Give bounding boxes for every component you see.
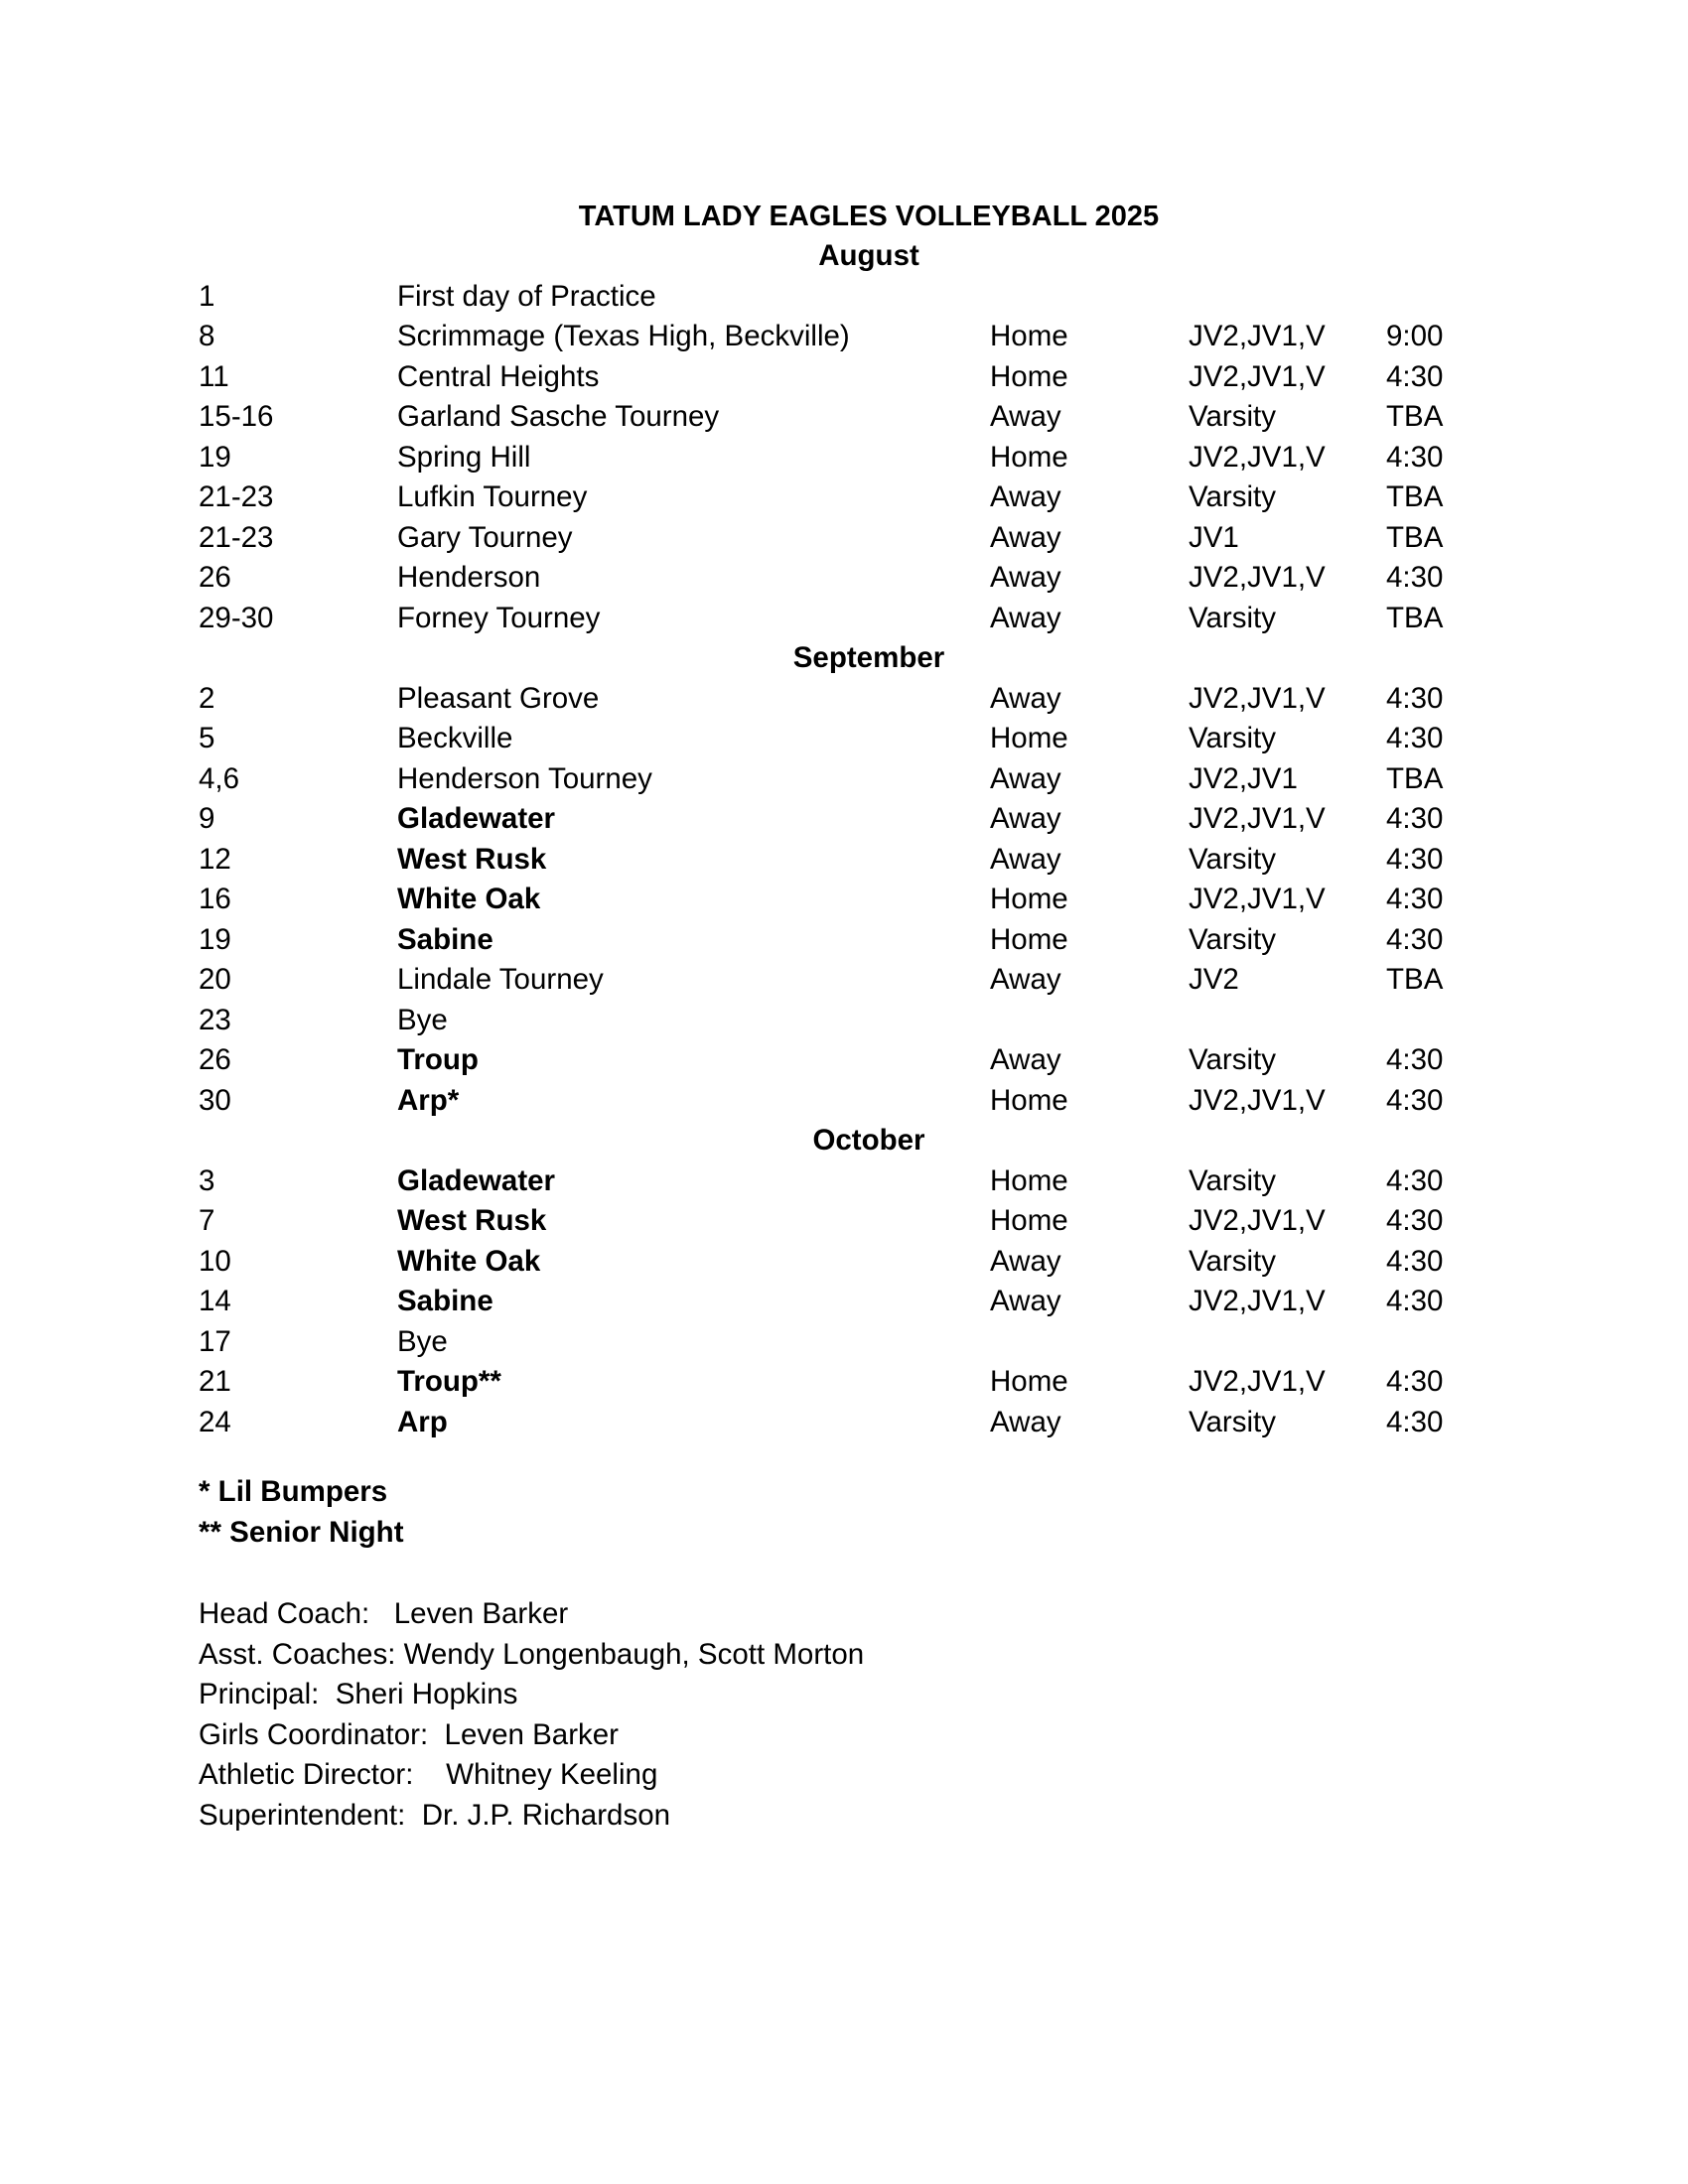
staff-list (199, 1594, 864, 1836)
game-opponent: Sabine (397, 922, 493, 956)
game-opponent: White Oak (397, 883, 541, 915)
game-date: 26 (199, 1043, 231, 1076)
game-opponent: White Oak (397, 1244, 541, 1278)
game-location: Home (990, 883, 1068, 915)
game-opponent: Gladewater (397, 1163, 556, 1197)
schedule-row (199, 397, 1489, 438)
game-level: Varsity (1189, 400, 1276, 433)
game-level: JV2,JV1,V (1189, 883, 1326, 915)
game-location: Away (990, 1244, 1061, 1278)
month-header: September (792, 641, 945, 674)
game-date: 19 (199, 922, 231, 956)
schedule-row (199, 1322, 1489, 1363)
game-level: Varsity (1189, 480, 1276, 513)
game-location: Away (990, 400, 1061, 433)
schedule-row (199, 1201, 1489, 1242)
game-time: 4:30 (1386, 883, 1444, 915)
game-time: TBA (1386, 601, 1444, 634)
game-opponent: Gladewater (397, 802, 556, 835)
game-location: Away (990, 802, 1061, 835)
game-opponent: Garland Sasche Tourney (397, 400, 720, 433)
schedule-row (199, 599, 1489, 639)
schedule-row (199, 759, 1489, 800)
game-level: Varsity (1189, 1043, 1276, 1076)
game-level: JV2,JV1 (1189, 761, 1298, 795)
game-location: Home (990, 922, 1068, 956)
schedule-row (199, 799, 1489, 840)
game-location: Home (990, 359, 1068, 393)
game-opponent: Bye (397, 1324, 448, 1358)
schedule-row (199, 1161, 1489, 1202)
game-level: Varsity (1189, 601, 1276, 634)
game-date: 30 (199, 1083, 231, 1117)
game-opponent: Troup** (397, 1365, 501, 1398)
schedule-row (199, 1242, 1489, 1283)
schedule-row (199, 277, 1489, 318)
game-time: 4:30 (1386, 1285, 1444, 1317)
game-time: TBA (1386, 520, 1444, 554)
game-date: 5 (199, 722, 215, 754)
staff-line: Athletic Director: Whitney Keeling (199, 1758, 658, 1791)
game-date: 29-30 (199, 601, 274, 634)
game-opponent: Lindale Tourney (397, 963, 604, 996)
game-level: Varsity (1189, 1244, 1276, 1278)
game-location: Home (990, 1083, 1068, 1117)
game-opponent: First day of Practice (397, 279, 656, 313)
schedule-row (199, 840, 1489, 881)
game-time: 4:30 (1386, 922, 1444, 956)
schedule-row (199, 478, 1489, 518)
game-time: 4:30 (1386, 1365, 1444, 1398)
game-date: 2 (199, 681, 215, 715)
game-location: Away (990, 1405, 1061, 1438)
game-opponent: Spring Hill (397, 440, 531, 474)
schedule-table (199, 236, 1489, 1442)
game-level: Varsity (1189, 842, 1276, 876)
game-date: 10 (199, 1244, 231, 1278)
game-time: 4:30 (1386, 842, 1444, 876)
footnote: ** Senior Night (199, 1515, 404, 1549)
schedule-row (199, 719, 1489, 759)
game-level: JV2 (1189, 963, 1239, 996)
game-location: Home (990, 440, 1068, 474)
game-opponent: West Rusk (397, 842, 547, 876)
schedule-row (199, 1282, 1489, 1322)
game-location: Away (990, 601, 1061, 634)
game-time: TBA (1386, 761, 1444, 795)
game-level: Varsity (1189, 1405, 1276, 1438)
schedule-row (199, 1040, 1489, 1081)
game-location: Away (990, 520, 1061, 554)
staff-line: Head Coach: Leven Barker (199, 1597, 569, 1630)
game-date: 19 (199, 440, 231, 474)
game-level: JV2,JV1,V (1189, 1083, 1326, 1117)
staff-line: Principal: Sheri Hopkins (199, 1678, 518, 1710)
game-opponent: Beckville (397, 722, 513, 754)
game-level: JV2,JV1,V (1189, 802, 1326, 835)
game-date: 20 (199, 963, 231, 996)
schedule-row (199, 920, 1489, 961)
game-location: Away (990, 1043, 1061, 1076)
game-level: Varsity (1189, 922, 1276, 956)
game-time: TBA (1386, 480, 1444, 513)
staff-line: Asst. Coaches: Wendy Longenbaugh, Scott Morton (199, 1637, 865, 1671)
staff-line: Girls Coordinator: Leven Barker (199, 1717, 620, 1751)
schedule-row (199, 558, 1489, 599)
game-date: 7 (199, 1204, 215, 1237)
game-level: JV2,JV1,V (1189, 1285, 1326, 1317)
game-location: Home (990, 1204, 1068, 1237)
game-date: 16 (199, 883, 231, 915)
game-opponent: Forney Tourney (397, 601, 601, 634)
game-date: 26 (199, 561, 231, 594)
game-location: Away (990, 761, 1061, 795)
game-location: Home (990, 1163, 1068, 1197)
game-opponent: West Rusk (397, 1204, 547, 1237)
schedule-row (199, 1362, 1489, 1403)
game-opponent: Henderson (397, 561, 541, 594)
game-opponent: Lufkin Tourney (397, 480, 588, 513)
game-location: Away (990, 842, 1061, 876)
game-date: 9 (199, 802, 215, 835)
game-time: TBA (1386, 963, 1444, 996)
game-opponent: Pleasant Grove (397, 681, 600, 715)
schedule-row (199, 960, 1489, 1001)
game-time: 4:30 (1386, 440, 1444, 474)
schedule-row (199, 1001, 1489, 1041)
game-level: JV2,JV1,V (1189, 561, 1326, 594)
game-level: JV2,JV1,V (1189, 1204, 1326, 1237)
schedule-row (199, 317, 1489, 357)
game-date: 17 (199, 1324, 231, 1358)
game-time: 4:30 (1386, 1163, 1444, 1197)
game-location: Home (990, 722, 1068, 754)
schedule-row (199, 679, 1489, 720)
staff-line: Superintendent: Dr. J.P. Richardson (199, 1798, 671, 1832)
game-time: 9:00 (1386, 320, 1444, 352)
game-opponent: Central Heights (397, 359, 600, 393)
game-opponent: Troup (397, 1043, 479, 1076)
game-opponent: Gary Tourney (397, 520, 573, 554)
game-time: TBA (1386, 400, 1444, 433)
page-title: TATUM LADY EAGLES VOLLEYBALL 2025 (578, 201, 1160, 232)
game-opponent: Sabine (397, 1285, 493, 1317)
game-date: 3 (199, 1163, 215, 1197)
game-date: 11 (199, 359, 229, 393)
game-time: 4:30 (1386, 1204, 1444, 1237)
game-date: 23 (199, 1003, 231, 1036)
schedule-row (199, 1081, 1489, 1122)
schedule-row (199, 1403, 1489, 1443)
game-date: 21 (199, 1365, 231, 1398)
game-date: 1 (199, 279, 215, 313)
month-header: October (812, 1124, 925, 1157)
game-level: JV2,JV1,V (1189, 359, 1326, 393)
game-time: 4:30 (1386, 1244, 1444, 1278)
game-date: 15-16 (199, 400, 274, 433)
game-location: Away (990, 561, 1061, 594)
game-date: 8 (199, 320, 215, 352)
game-location: Home (990, 1365, 1068, 1398)
game-level: JV1 (1189, 520, 1239, 554)
game-time: 4:30 (1386, 1043, 1444, 1076)
game-opponent: Scrimmage (Texas High, Beckville) (397, 320, 850, 352)
game-level: Varsity (1189, 722, 1276, 754)
schedule-row (199, 357, 1489, 398)
game-level: Varsity (1189, 1163, 1276, 1197)
game-location: Away (990, 480, 1061, 513)
game-time: 4:30 (1386, 359, 1444, 393)
game-level: JV2,JV1,V (1189, 320, 1326, 352)
game-time: 4:30 (1386, 681, 1444, 715)
game-date: 21-23 (199, 480, 274, 513)
game-location: Away (990, 681, 1061, 715)
game-level: JV2,JV1,V (1189, 681, 1326, 715)
game-level: JV2,JV1,V (1189, 440, 1326, 474)
game-opponent: Arp (397, 1405, 448, 1438)
game-date: 4,6 (199, 761, 240, 795)
game-level: JV2,JV1,V (1189, 1365, 1326, 1398)
game-date: 24 (199, 1405, 231, 1438)
game-date: 21-23 (199, 520, 274, 554)
game-location: Away (990, 963, 1061, 996)
game-date: 12 (199, 842, 231, 876)
game-time: 4:30 (1386, 1083, 1444, 1117)
footnotes (199, 1472, 404, 1553)
game-opponent: Henderson Tourney (397, 761, 652, 795)
game-date: 14 (199, 1285, 231, 1317)
game-opponent: Bye (397, 1003, 448, 1036)
schedule-row (199, 518, 1489, 559)
game-time: 4:30 (1386, 722, 1444, 754)
game-time: 4:30 (1386, 802, 1444, 835)
game-time: 4:30 (1386, 1405, 1444, 1438)
game-time: 4:30 (1386, 561, 1444, 594)
schedule-row (199, 438, 1489, 478)
game-location: Away (990, 1285, 1061, 1317)
month-header: August (818, 239, 919, 272)
schedule-row (199, 880, 1489, 920)
game-opponent: Arp* (397, 1083, 460, 1117)
footnote: * Lil Bumpers (199, 1475, 388, 1508)
game-location: Home (990, 320, 1068, 352)
